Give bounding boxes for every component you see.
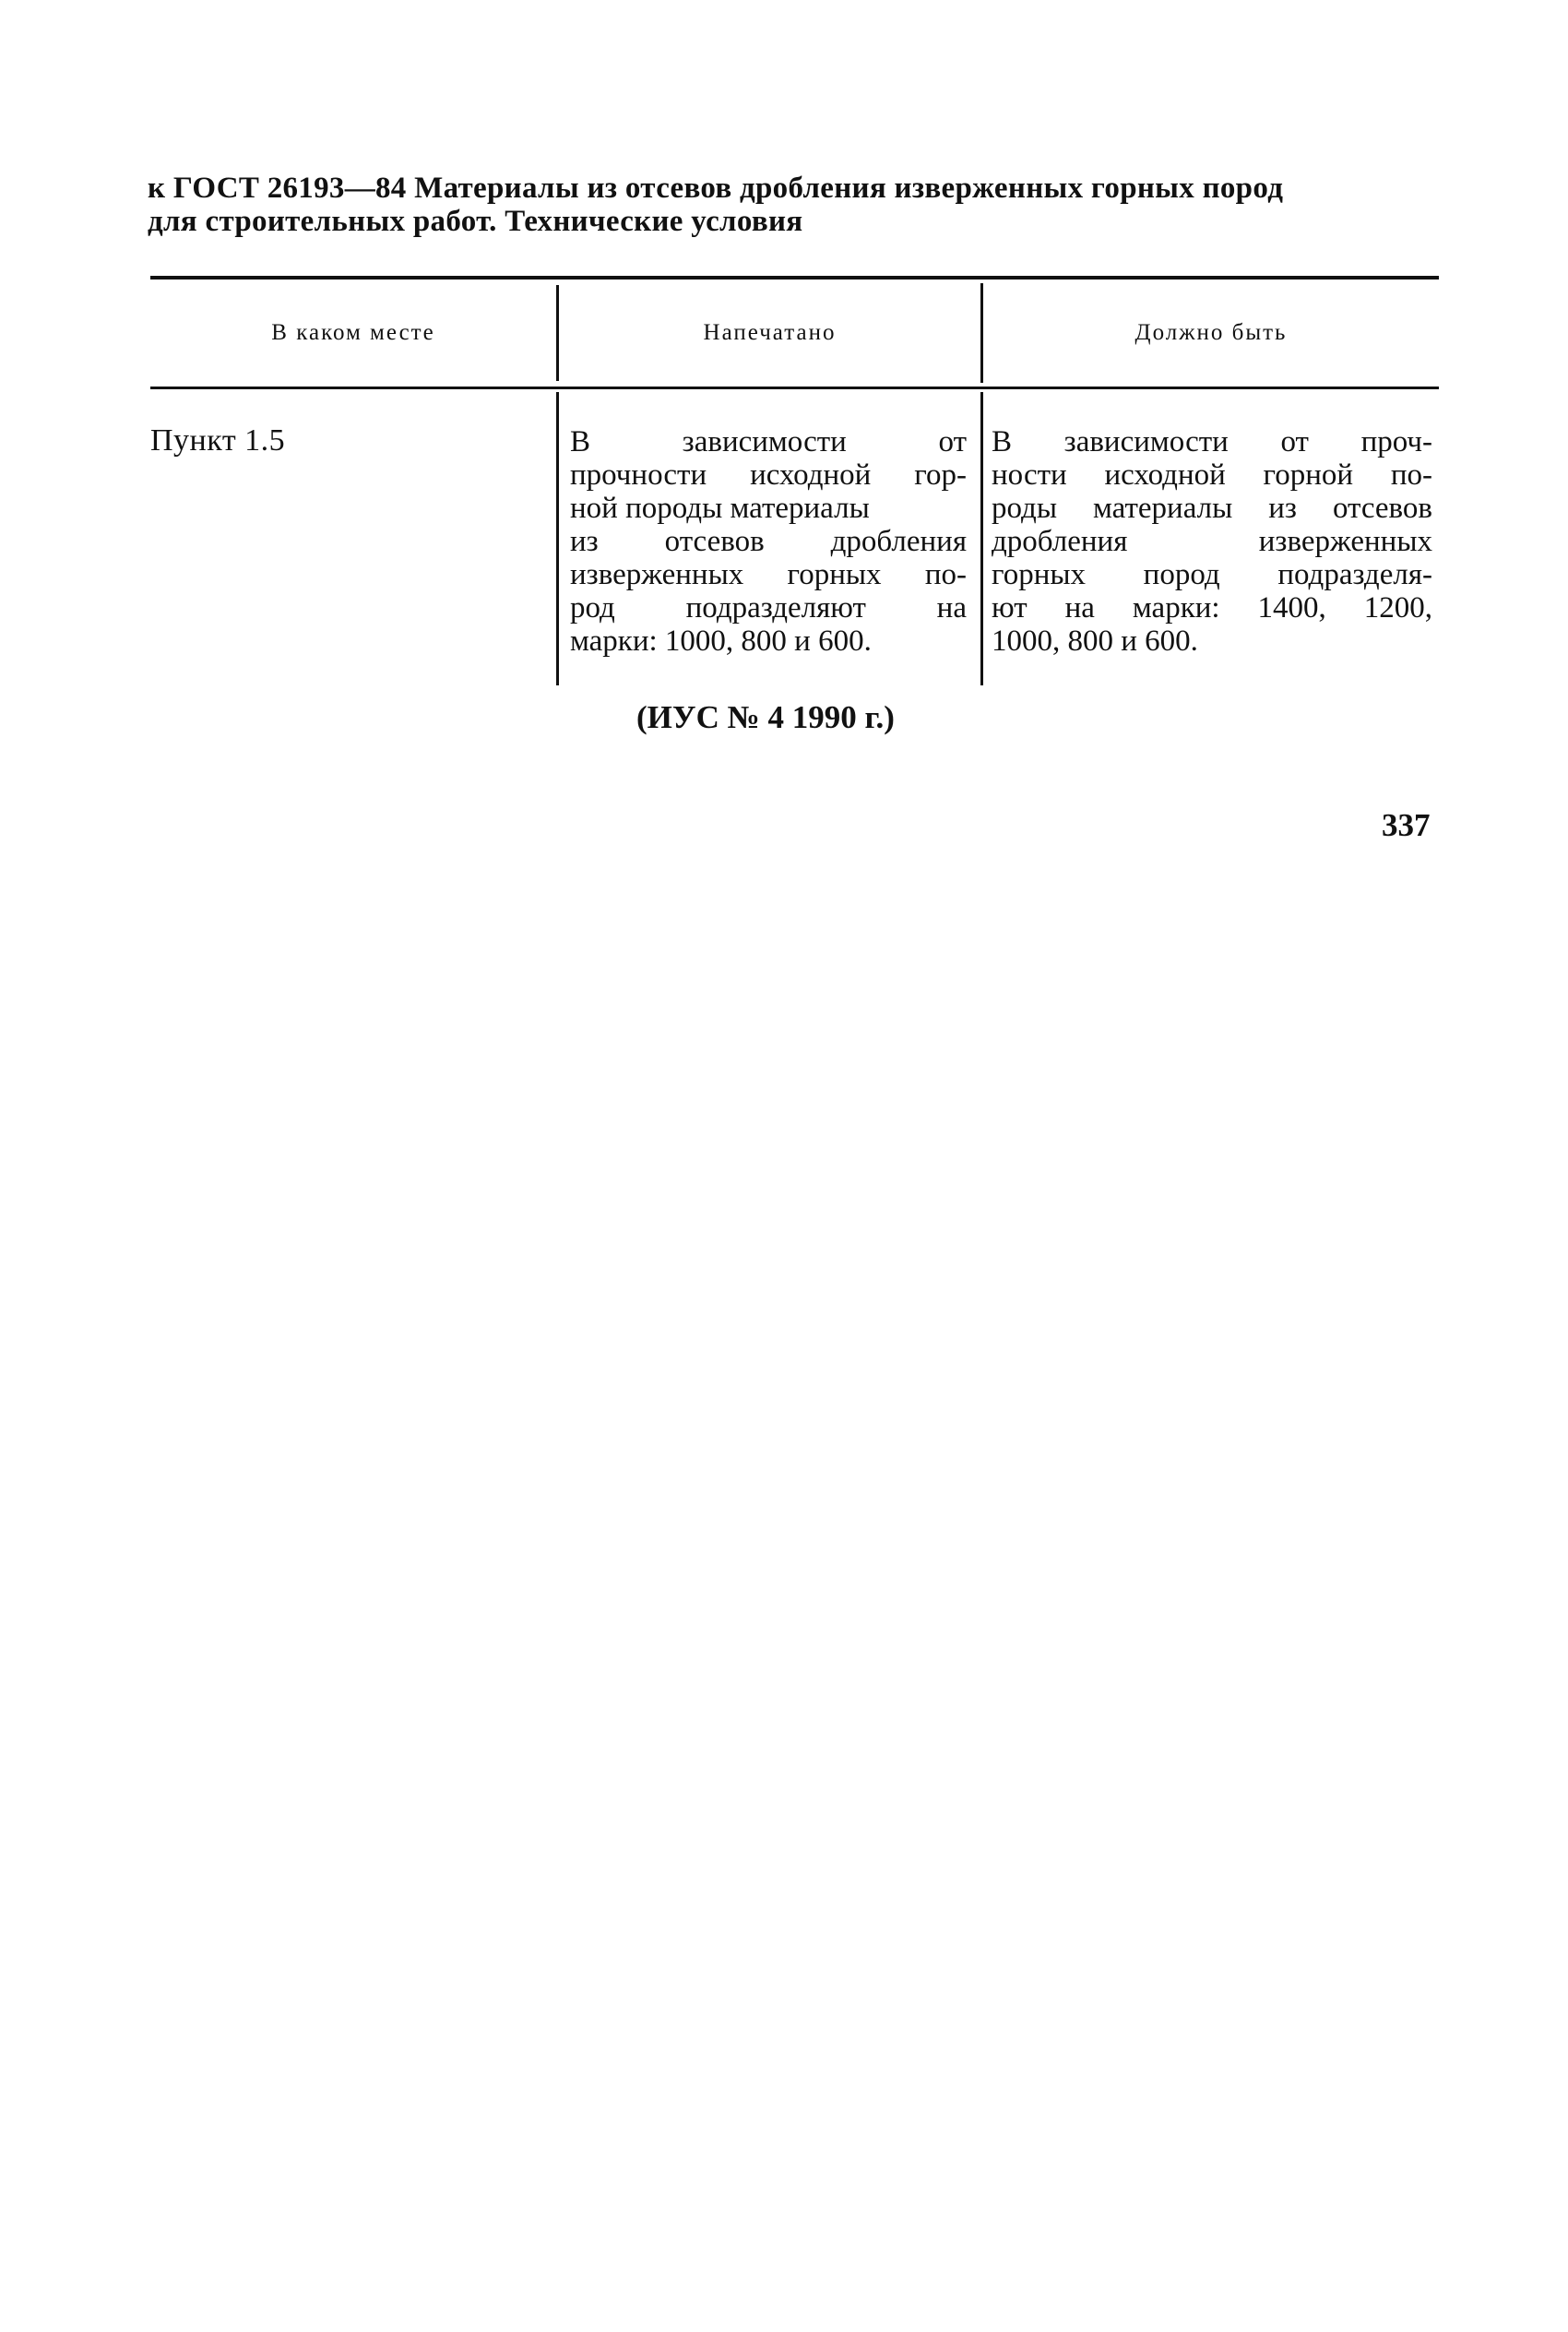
table-cell-should-be (992, 425, 1432, 658)
table-header-rule (150, 387, 1439, 389)
source-reference: (ИУС № 4 1990 г.) (636, 699, 895, 735)
printed-line: прочности исходной гор- (570, 458, 967, 492)
column-divider (980, 392, 983, 685)
column-header-printed: Напечатано (703, 320, 837, 345)
column-header-should-be: Должно быть (1134, 320, 1288, 345)
printed-line: ной породы материалы (570, 492, 870, 525)
should-be-line: роды материалы из отсевов (992, 492, 1432, 525)
heading-line-2: для строительных работ. Технические условия (148, 205, 803, 238)
document-heading (148, 172, 1439, 238)
heading-line-1: к ГОСТ 26193—84 Материалы из отсевов дробления изверженных горных пород (148, 172, 1284, 205)
should-be-line: 1000, 800 и 600. (992, 625, 1198, 658)
printed-line: В зависимости от (570, 425, 967, 458)
printed-line: марки: 1000, 800 и 600. (570, 625, 872, 658)
column-divider (556, 392, 559, 685)
should-be-line: ности исходной горной по- (992, 458, 1432, 492)
printed-line: из отсевов дробления (570, 525, 967, 558)
should-be-line: дробления изверженных (992, 525, 1432, 558)
should-be-line: ют на марки: 1400, 1200, (992, 591, 1432, 625)
printed-line: изверженных горных по- (570, 558, 967, 591)
page-number: 337 (1382, 807, 1431, 843)
column-header-where: В каком месте (271, 320, 435, 345)
should-be-line: горных пород подразделя- (992, 558, 1432, 591)
table-top-rule (150, 276, 1439, 280)
printed-line: род подразделяют на (570, 591, 967, 625)
table-cell-where: Пункт 1.5 (150, 423, 286, 458)
table-cell-printed (570, 425, 967, 658)
should-be-line: В зависимости от проч- (992, 425, 1432, 458)
